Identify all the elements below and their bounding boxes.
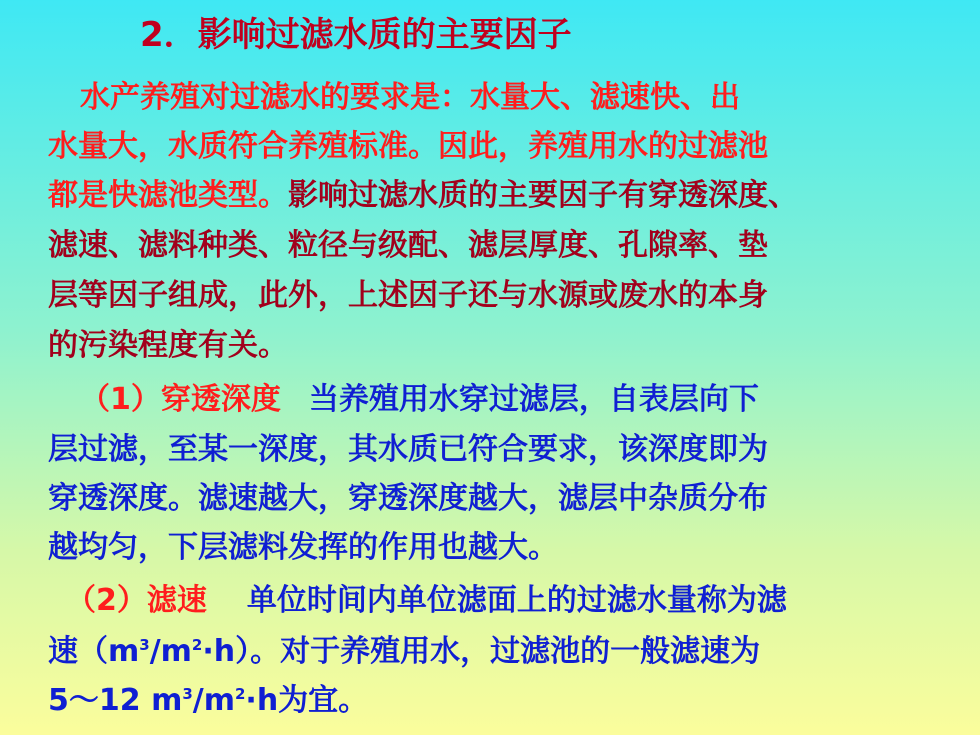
- superscript-3: 3: [139, 636, 150, 654]
- para3-line3-b: /m: [192, 683, 235, 718]
- para2-line3: 穿透深度。滤速越大，穿透深度越大，滤层中杂质分布: [48, 481, 768, 516]
- para1-line4: 滤速、滤料种类、粒径与级配、滤层厚度、孔隙率、垫: [48, 228, 768, 263]
- section-heading-penetration-depth: （1）穿透深度: [80, 382, 281, 417]
- para2-line2: 层过滤，至某一深度，其水质已符合要求，该深度即为: [48, 432, 768, 467]
- para3-line3-a: 5～12 m: [48, 683, 183, 718]
- para1-line1: 水产养殖对过滤水的要求是：水量大、滤速快、出: [80, 80, 740, 115]
- superscript-2: 2: [234, 685, 246, 703]
- superscript-2: 2: [191, 636, 203, 654]
- para3-line2-a: 速（m: [48, 634, 140, 669]
- para3-line2-c: ·h）。对于养殖用水，过滤池的一般滤速为: [202, 634, 761, 669]
- para1-line3-maroon: 影响过滤水质的主要因子有穿透深度、: [288, 178, 798, 213]
- section-heading-filtration-rate: （2）滤速: [66, 583, 207, 618]
- para3-line2-b: /m: [149, 634, 192, 669]
- para3-line3-c: ·h为宜。: [245, 683, 369, 718]
- para2-line1-text: 当养殖用水穿过滤层，自表层向下: [308, 382, 759, 417]
- slide-title: 2．影响过滤水质的主要因子: [140, 15, 572, 55]
- para2-line4: 越均匀，下层滤料发挥的作用也越大。: [48, 530, 558, 565]
- para1-line2: 水量大，水质符合养殖标准。因此，养殖用水的过滤池: [48, 129, 768, 164]
- superscript-3: 3: [182, 685, 193, 703]
- para1-line3-red: 都是快滤池类型。: [48, 178, 288, 213]
- para2-line1: [80, 380, 759, 420]
- para3-line3: [48, 681, 368, 721]
- para1-line3: [48, 176, 798, 216]
- para1-line6: 的污染程度有关。: [48, 328, 288, 363]
- para1-line5: 层等因子组成，此外，上述因子还与水源或废水的本身: [48, 278, 768, 313]
- para3-line2: [48, 632, 760, 672]
- para3-line1-text: 单位时间内单位滤面上的过滤水量称为滤: [246, 583, 787, 618]
- para3-line1: [66, 581, 787, 621]
